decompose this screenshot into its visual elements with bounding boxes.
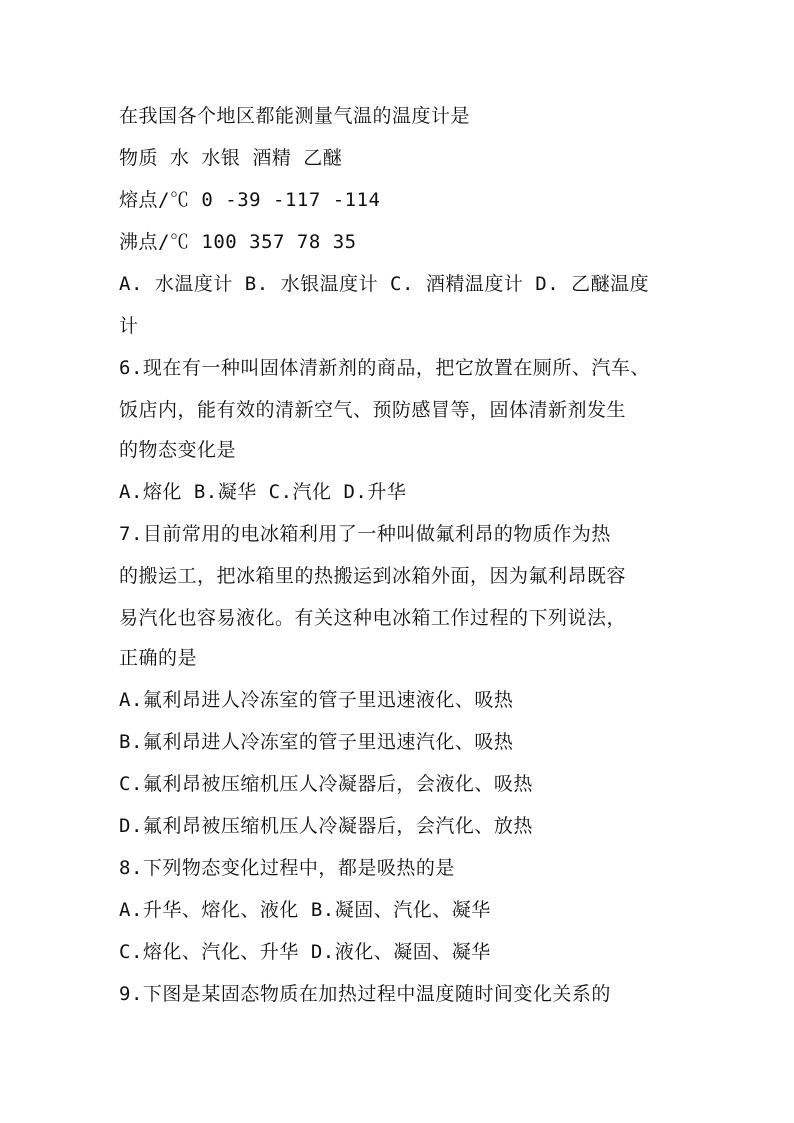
options-line-q8-1: A.升华、熔化、液化 B.凝固、汽化、凝华: [119, 899, 491, 921]
question-7-line-1: 7.目前常用的电冰箱利用了一种叫做氟利昂的物质作为热: [119, 523, 611, 545]
options-line-q6: A.熔化 B.凝华 C.汽化 D.升华: [119, 481, 407, 503]
options-line-q5-wrap: 计: [119, 315, 139, 337]
question-6-line-3: 的物态变化是: [119, 439, 237, 461]
options-line-q5: A. 水温度计 B. 水银温度计 C. 酒精温度计 D. 乙醚温度: [119, 273, 650, 295]
question-9-line: 9.下图是某固态物质在加热过程中温度随时间变化关系的: [119, 983, 611, 1005]
question-6-line-1: 6.现在有一种叫固体清新剂的商品，把它放置在厕所、汽车、: [119, 357, 650, 379]
table-header-line: 物质 水 水银 酒精 乙醚: [119, 147, 343, 169]
option-a-q7: A.氟利昂进人冷冻室的管子里迅速液化、吸热: [119, 689, 514, 711]
option-d-q7: D.氟利昂被压缩机压人冷凝器后，会汽化、放热: [119, 815, 533, 837]
question-6-line-2: 饭店内，能有效的清新空气、预防感冒等，固体清新剂发生: [119, 399, 627, 421]
question-stem-line: 在我国各个地区都能测量气温的温度计是: [119, 105, 471, 127]
question-8-line: 8.下列物态变化过程中，都是吸热的是: [119, 857, 455, 879]
question-7-line-4: 正确的是: [119, 647, 198, 669]
question-7-line-3: 易汽化也容易液化。有关这种电冰箱工作过程的下列说法，: [119, 607, 627, 629]
options-line-q8-2: C.熔化、汽化、升华 D.液化、凝固、凝华: [119, 941, 491, 963]
option-b-q7: B.氟利昂进人冷冻室的管子里迅速汽化、吸热: [119, 731, 514, 753]
option-c-q7: C.氟利昂被压缩机压人冷凝器后，会液化、吸热: [119, 773, 533, 795]
boiling-point-line: 沸点/℃ 100 357 78 35: [119, 231, 357, 253]
melting-point-line: 熔点/℃ 0 -39 -117 -114: [119, 189, 381, 211]
question-7-line-2: 的搬运工，把冰箱里的热搬运到冰箱外面，因为氟利昂既容: [119, 565, 627, 587]
